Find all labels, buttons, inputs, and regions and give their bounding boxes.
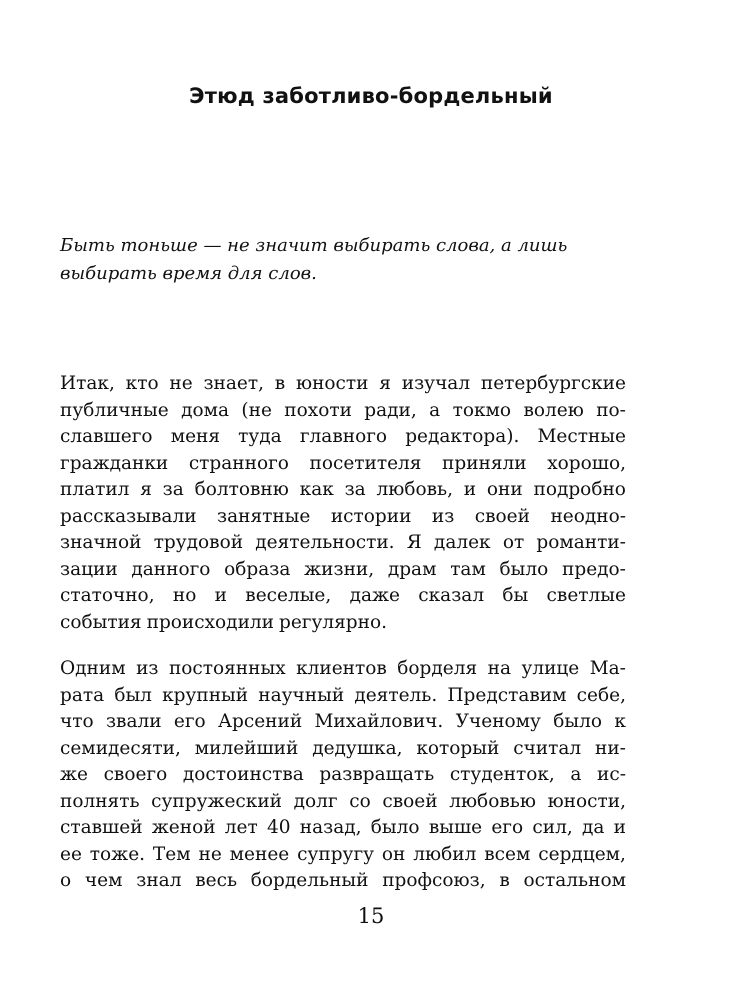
- paragraph: [60, 371, 626, 636]
- text-line: события происходили регулярно.: [60, 611, 387, 633]
- paragraph-gap: [60, 636, 626, 656]
- epigraph: [60, 232, 640, 288]
- text-line: же своего достоинства развращать студенток, а ис-: [60, 764, 626, 785]
- text-line: гражданки странного посетителя приняли хорошо,: [60, 452, 626, 474]
- text-line: семидесяти, милейший дедушка, который считал ни-: [60, 737, 626, 759]
- text-line: платил я за болтовню как за любовь, и они подробно: [60, 479, 626, 500]
- paragraph: [60, 656, 626, 895]
- text-line: о чем знал весь бордельный профсоюз, в остальном: [60, 870, 626, 891]
- chapter-title: Этюд заботливо-бордельный: [189, 84, 553, 108]
- text-line: статочно, но и веселые, даже сказал бы светлые: [60, 585, 626, 606]
- text-line: Итак, кто не знает, в юности я изучал петербургские: [60, 373, 626, 394]
- epigraph-line: Быть тоньше — не значит выбирать слова, а лишь: [60, 235, 568, 256]
- text-line: полнять супружеский долг со своей любовью юности,: [60, 790, 626, 812]
- text-line: ставшей женой лет 40 назад, было выше его сил, да и: [60, 817, 626, 838]
- text-line: значной трудовой деятельности. Я далек от романти-: [60, 532, 626, 553]
- text-line: ее тоже. Тем не менее супругу он любил всем сердцем,: [60, 843, 626, 865]
- body-text: [60, 371, 626, 895]
- text-line: публичные дома (не похоти ради, а токмо волею по-: [60, 399, 626, 421]
- text-line: зации данного образа жизни, драм там было предо-: [60, 558, 626, 580]
- text-line: рассказывали занятные истории из своей неодно-: [60, 505, 626, 527]
- text-line: Одним из постоянных клиентов борделя на улице Ма-: [60, 658, 626, 679]
- page-number: 15: [357, 904, 385, 928]
- epigraph-line: выбирать время для слов.: [60, 263, 317, 284]
- text-line: рата был крупный научный деятель. Представим себе,: [60, 684, 626, 706]
- text-line: славшего меня туда главного редактора). Местные: [60, 426, 626, 447]
- text-line: что звали его Арсений Михайлович. Ученому было к: [60, 711, 626, 732]
